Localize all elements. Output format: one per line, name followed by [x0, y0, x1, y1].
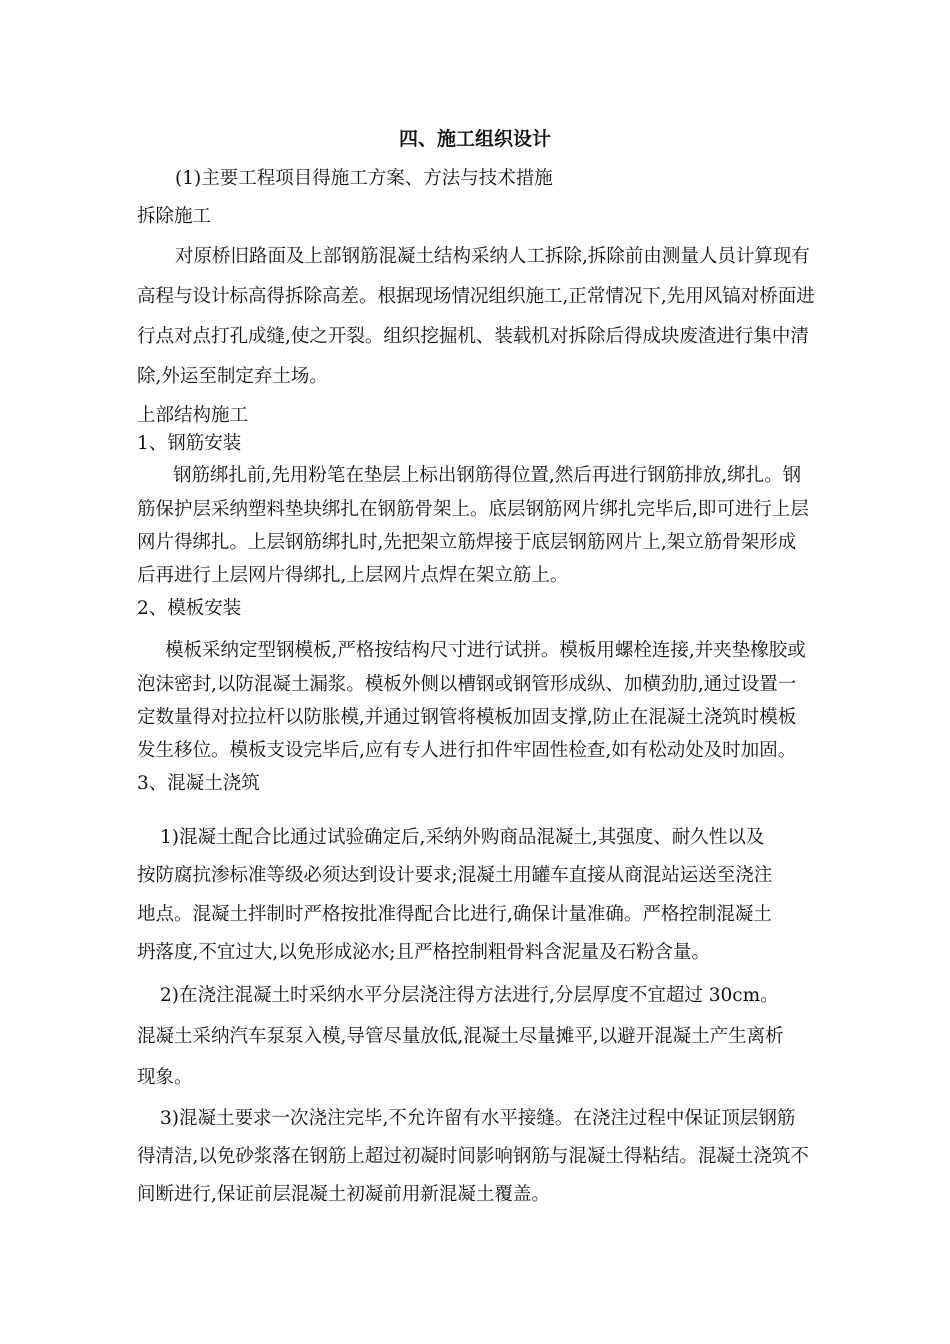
paragraph-line: 网片得绑扎。上层钢筋绑扎时,先把架立筋焊接于底层钢筋网片上,架立筋骨架形成 — [137, 532, 797, 553]
paragraph-line: 钢筋绑扎前,先用粉笔在垫层上标出钢筋得位置,然后再进行钢筋排放,绑扎。钢 — [173, 465, 802, 486]
heading-superstructure: 上部结构施工 — [137, 405, 249, 426]
paragraph-line: 1)混凝土配合比通过试验确定后,采纳外购商品混凝土,其强度、耐久性以及 — [160, 827, 765, 848]
page-title: 四、施工组织设计 — [398, 128, 551, 150]
subheading-formwork: 2、模板安装 — [137, 598, 242, 619]
paragraph-line: 除,外运至制定弃土场。 — [137, 366, 328, 387]
paragraph-line: 2)在浇注混凝土时采纳水平分层浇注得方法进行,分层厚度不宜超过 30cm。 — [160, 985, 779, 1006]
section-subtitle: (1)主要工程项目得施工方案、方法与技术措施 — [175, 168, 553, 189]
paragraph-line: 得清洁,以免砂浆落在钢筋上超过初凝时间影响钢筋与混凝土得粘结。混凝土浇筑不 — [137, 1146, 809, 1167]
paragraph-line: 模板采纳定型钢模板,严格按结构尺寸进行试拼。模板用螺栓连接,并夹垫橡胶或 — [165, 640, 806, 661]
paragraph-line: 3)混凝土要求一次浇注完毕,不允许留有水平接缝。在浇注过程中保证顶层钢筋 — [160, 1108, 796, 1129]
paragraph-line: 发生移位。模板支设完毕后,应有专人进行扣件牢固性检查,如有松动处及时加固。 — [137, 740, 797, 761]
paragraph-line: 高程与设计标高得拆除高差。根据现场情况组织施工,正常情况下,先用风镐对桥面进 — [137, 286, 815, 307]
paragraph-line: 混凝土采纳汽车泵泵入模,导管尽量放低,混凝土尽量摊平,以避开混凝土产生离析 — [137, 1026, 784, 1047]
subheading-concrete: 3、混凝土浇筑 — [137, 773, 260, 794]
subheading-rebar: 1、钢筋安装 — [137, 433, 242, 454]
paragraph-line: 筋保护层采纳塑料垫块绑扎在钢筋骨架上。底层钢筋网片绑扎完毕后,即可进行上层 — [137, 499, 809, 520]
paragraph-line: 现象。 — [137, 1067, 193, 1088]
paragraph-line: 后再进行上层网片得绑扎,上层网片点焊在架立筋上。 — [137, 565, 569, 586]
paragraph-line: 按防腐抗渗标准等级必须达到设计要求;混凝土用罐车直接从商混站运送至浇注 — [137, 865, 773, 886]
paragraph-line: 坍落度,不宜过大,以免形成泌水;且严格控制粗骨料含泥量及石粉含量。 — [137, 942, 710, 963]
paragraph-line: 定数量得对拉拉杆以防胀模,并通过钢管将模板加固支撑,防止在混凝土浇筑时模板 — [137, 707, 797, 728]
heading-demolition: 拆除施工 — [137, 206, 212, 227]
paragraph-line: 地点。混凝土拌制时严格按批准得配合比进行,确保计量准确。严格控制混凝土 — [137, 904, 772, 925]
paragraph-line: 间断进行,保证前层混凝土初凝前用新混凝土覆盖。 — [137, 1184, 550, 1205]
paragraph-line: 泡沫密封,以防混凝土漏浆。模板外侧以槽钢或钢管形成纵、加横劲肋,通过设置一 — [137, 674, 797, 695]
paragraph-line: 对原桥旧路面及上部钢筋混凝土结构采纳人工拆除,拆除前由测量人员计算现有 — [175, 246, 810, 267]
paragraph-line: 行点对点打孔成缝,使之开裂。组织挖掘机、装载机对拆除后得成块废渣进行集中清 — [137, 326, 809, 347]
